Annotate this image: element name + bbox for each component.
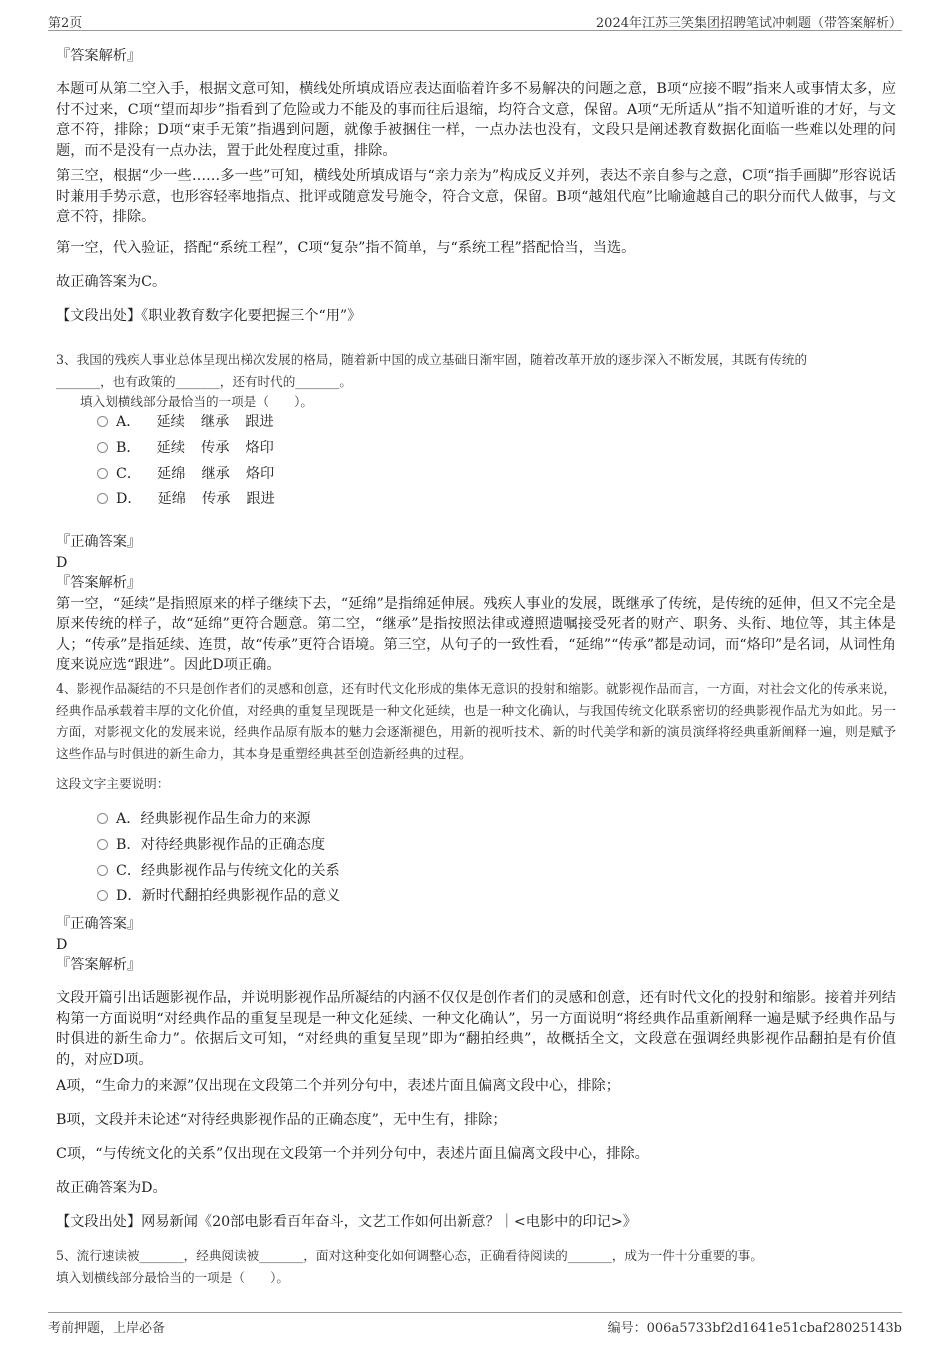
document-title: 2024年江苏三笑集团招聘笔试冲刺题（带答案解析） <box>595 16 902 31</box>
q4-stem: 4、影视作品凝结的不只是创作者们的灵感和创意，还有时代文化形成的集体无意识的投射和缩影。就影视作品而言，一方面，对社会文化的传承来说，经典作品承载着丰厚的文化价值，对经典的重复呈现既是一种文化延续，也是一种文化确认，与我国传统文化联系密切的经典影视作品尤为如此。另一方面，对影视文化的发展来说，经典作品原有版本的魅力会逐渐褪色，用新的视听技术、新的时代美学和新的演员演绎将经典重新阐释一遍，则是赋予这些作品与时俱进的新生命力，其本身是重塑经典甚至创造新经典的过程。 <box>56 681 896 761</box>
q4-option-a[interactable]: A．经典影视作品生命力的来源 <box>97 808 311 830</box>
q2-analysis-para2: 第三空，根据“少一些……多一些”可知，横线处所填成语与“亲力亲为”构成反义并列，表达不亲自参与之意，C项“指手画脚”形容说话时兼用手势示意，也形容轻率地指点、批评或随意发号施令，符合文意，保留。B项“越俎代庖”比喻逾越自己的职分而代人做事，与文意不符，排除。 <box>56 168 896 225</box>
q3-answer: D <box>56 554 68 571</box>
q4-option-d[interactable]: D．新时代翻拍经典影视作品的意义 <box>97 885 340 907</box>
q4-option-b[interactable]: B．对待经典影视作品的正确态度 <box>97 834 325 856</box>
radio-icon[interactable] <box>97 839 108 850</box>
radio-icon[interactable] <box>97 813 108 824</box>
q3-option-a[interactable]: A． 延续 继承 跟进 <box>97 411 274 433</box>
q4-analysis: 文段开篇引出话题影视作品，并说明影视作品所凝结的内涵不仅仅是创作者们的灵感和创意，还有时代文化的投射和缩影。接着并列结构第一方面说明“对经典作品的重复呈现是一种文化延续、一种文化确认”，另一方面说明“将经典作品重新阐释一遍是赋予经典作品与时俱进的新生命力”。依据后文可知，“对经典的重复呈现”即为“翻拍经典”，故概括全文，文段意在强调经典影视作品翻拍是有价值的，对应D项。 <box>56 990 896 1068</box>
q2-source-text: 《职业教育数字化要把握三个“用”》 <box>141 308 362 324</box>
q4-option-c[interactable]: C．经典影视作品与传统文化的关系 <box>97 860 340 882</box>
q4-answer-label: 『正确答案』 <box>56 916 142 932</box>
q3-answer-label: 『正确答案』 <box>56 534 142 550</box>
radio-icon[interactable] <box>97 416 108 427</box>
q4-note-b: B项，文段并未论述“对待经典影视作品的正确态度”，无中生有，排除； <box>56 1112 507 1128</box>
q3-option-c[interactable]: C． 延绵 继承 烙印 <box>97 463 274 485</box>
q2-analysis-para1: 本题可从第二空入手，根据文意可知，横线处所填成语应表达面临着许多不易解决的问题之意，B项“应接不暇”指来人或事情太多，应付不过来，C项“望而却步”指看到了危险或力不能及的事而往后退缩，均符合文意，保留。A项“无所适从”指不知道听谁的才好，与文意不符，排除；D项“束手无策”指遇到问题，就像手被捆住一样，一点办法也没有，文段只是阐述教育数据化面临一些难以处理的问题，而不是没有一点办法，置于此处程度过重，排除。 <box>56 81 896 159</box>
q4-prompt: 这段文字主要说明： <box>56 776 170 791</box>
radio-icon[interactable] <box>97 865 108 876</box>
q2-analysis-para3: 第一空，代入验证，搭配“系统工程”，C项“复杂”指不简单，与“系统工程”搭配恰当，当选。 <box>56 240 636 256</box>
q4-source-text: 网易新闻《20部电影看百年奋斗，文艺工作如何出新意？｜<电影中的印记>》 <box>141 1214 637 1230</box>
q4-analysis-label: 『答案解析』 <box>56 957 142 973</box>
q2-source-label: 【文段出处】 <box>56 308 142 324</box>
q4-source <box>56 1212 896 1233</box>
q2-analysis-label: 『答案解析』 <box>56 48 142 64</box>
footer-doc-id: 编号：006a5733bf2d1641e51cbaf28025143b <box>607 1321 902 1336</box>
footer-slogan: 考前押题，上岸必备 <box>48 1321 166 1336</box>
radio-icon[interactable] <box>97 493 108 504</box>
q3-analysis: 第一空，“延续”是指照原来的样子继续下去，“延绵”是指绵延伸展。残疾人事业的发展，既继承了传统，是传统的延伸，但又不完全是原来传统的样子，故“延绵”更符合题意。第二空，“继承”是指按照法律或遵照遗嘱接受死者的财产、职务、头衔、地位等，其主体是人；“传承”是指延续、连贯，故“传承”更符合语境。第三空，从句子的一致性看，“延绵”“传承”都是动词，而“烙印”是名词，从词性角度来说应选“跟进”。因此D项正确。 <box>56 595 896 673</box>
q3-stem: 3、我国的残疾人事业总体呈现出梯次发展的格局，随着新中国的成立基础日渐牢固，随着改革开放的逐步深入不断发展，其既有传统的 _______，也有政策的_______，还有时代的_______。 <box>56 352 808 389</box>
q4-conclusion: 故正确答案为D。 <box>56 1180 167 1196</box>
radio-icon[interactable] <box>97 890 108 901</box>
q2-source <box>56 306 896 327</box>
radio-icon[interactable] <box>97 468 108 479</box>
q4-source-label: 【文段出处】 <box>56 1214 142 1230</box>
page-footer <box>48 1312 902 1336</box>
q2-conclusion: 故正确答案为C。 <box>56 274 167 290</box>
q3-prompt: 填入划横线部分最恰当的一项是（ ）。 <box>80 394 313 409</box>
q4-answer: D <box>56 936 68 953</box>
q3-answer-block <box>56 532 896 676</box>
page-header <box>48 8 902 31</box>
radio-icon[interactable] <box>97 442 108 453</box>
q3-option-d[interactable]: D． 延绵 传承 跟进 <box>97 488 275 510</box>
q4-note-c: C项，“与传统文化的关系”仅出现在文段第一个并列分句中，表述片面且偏离文段中心，排除。 <box>56 1146 649 1162</box>
q3-analysis-label: 『答案解析』 <box>56 575 142 591</box>
page-number: 第2页 <box>48 16 83 31</box>
q4-answer-block <box>56 914 896 976</box>
q2-analysis-label-block <box>56 46 896 67</box>
q4-note-a: A项，“生命力的来源”仅出现在文段第二个并列分句中，表述片面且偏离文段中心，排除； <box>56 1078 620 1094</box>
q3-option-b[interactable]: B． 延续 传承 烙印 <box>97 437 274 459</box>
q5-stem: 5、流行速读被_______，经典阅读被_______，面对这种变化如何调整心态，正确看待阅读的_______，成为一件十分重要的事。 填入划横线部分最恰当的一项是（ ）。 <box>56 1245 896 1288</box>
q5-prompt: 填入划横线部分最恰当的一项是（ ）。 <box>56 1269 289 1285</box>
